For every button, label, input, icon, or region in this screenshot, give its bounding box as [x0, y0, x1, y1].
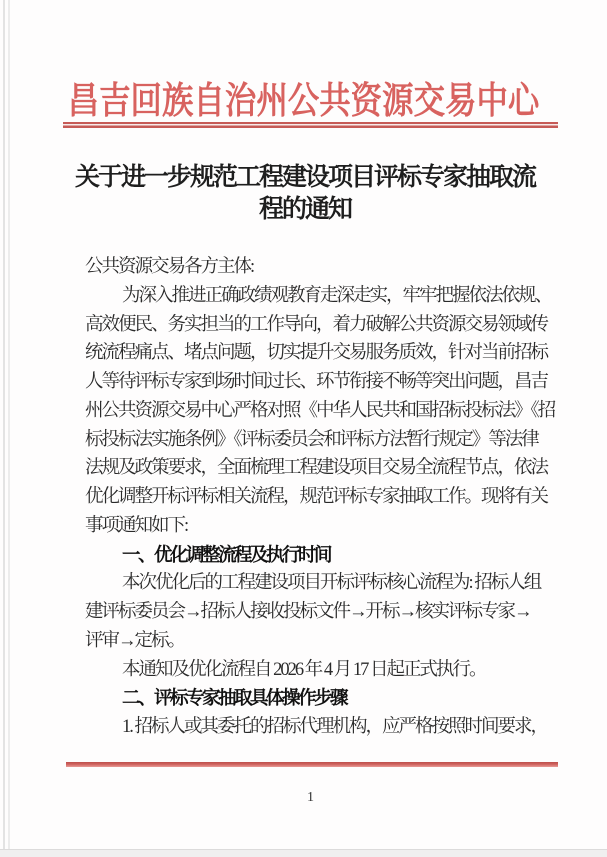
section-heading-2: 二、评标专家抽取具体操作步骤	[122, 687, 347, 709]
document-title: 关于进一步规范工程建设项目评标专家抽取流程的通知	[74, 164, 535, 223]
effective-date-line: 本通知及优化流程自 2026 年 4 月 17 日起正式执行。	[122, 659, 486, 680]
body-line: 法规及政策要求，全面梳理工程建设项目交易全流程节点，依法	[85, 458, 548, 479]
letterhead-double-rule	[63, 122, 558, 129]
body-line: 事项通知如下:	[85, 515, 188, 536]
document-body	[85, 253, 555, 742]
scan-edge-line	[3, 0, 5, 857]
body-line: 标投标法实施条例》《评标委员会和评标方法暂行规定》等法律	[85, 429, 538, 450]
letterhead	[0, 70, 607, 124]
body-line: 评审→定标。	[85, 630, 185, 651]
salutation-line: 公共资源交易各方主体:	[85, 257, 254, 277]
scan-edge-line	[8, 0, 10, 857]
body-line: 建评标委员会→招标人接收投标文件→开标→核实评标专家→	[85, 602, 531, 622]
body-line: 人等待评标专家到场时间过长、环节衔接不畅等突出问题，昌吉	[85, 372, 548, 392]
page-number: 1	[307, 790, 314, 805]
footer-rule	[66, 762, 558, 767]
letterhead-title: 昌吉回族自治州公共资源交易中心	[67, 81, 540, 122]
body-line: 1. 招标人或其委托的招标代理机构，应严格按照时间要求，	[122, 717, 548, 737]
body-line: 为深入推进正确政绩观教育走深走实，牢牢把握依法依规、	[122, 285, 552, 306]
body-line: 州公共资源交易中心严格对照《中华人民共和国招标投标法》《招	[85, 400, 555, 421]
scan-bottom-edge	[0, 849, 607, 857]
section-heading-1: 一、优化调整流程及执行时间	[122, 543, 331, 565]
body-line: 优化调整开标评标相关流程，规范评标专家抽取工作。现将有关	[85, 487, 548, 507]
body-line: 本次优化后的工程建设项目开标评标核心流程为: 招标人组	[122, 573, 541, 594]
body-line: 高效便民、务实担当的工作导向，着力破解公共资源交易领域传	[85, 314, 548, 335]
body-line: 统流程痛点、堵点问题，切实提升交易服务质效，针对当前招标	[85, 343, 548, 364]
